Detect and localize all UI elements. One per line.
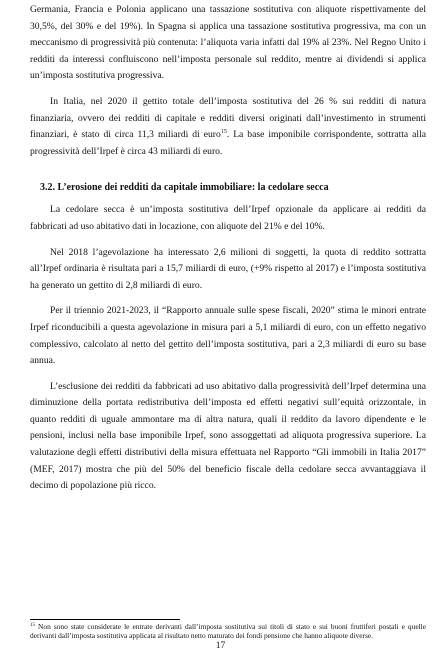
paragraph-italy-revenue (30, 94, 426, 160)
paragraph-italy-revenue-text: In Italia, nel 2020 il gettito totale dell’imposta sostitutiva del 26 % sui redditi di natura finanziaria, ovvero dei redditi di capitale e redditi diversi originati dall’investimento in strumenti finanziari, è stato di circa 11,3 miliardi di euro (30, 95, 426, 141)
document-page (30, 2, 426, 495)
paragraph-2018-stats: Nel 2018 l’agevolazione ha interessato 2,6 milioni di soggetti, la quota di reddito sottratta all’Irpef ordinaria è risultata pari a 15,7 miliardi di euro, (+9% rispetto al 2017) e l’imposta sostitutiva ha generato un gettito di 2,8 miliardi di euro. (30, 246, 426, 291)
paragraph-triennio-estimate: Per il triennio 2021-2023, il “Rapporto annuale sulle spese fiscali, 2020” stima le minori entrate Irpef riconducibili a questa agevolazione in misura pari a 5,1 miliardi di euro, con un effetto negativo complessivo, calcolato al netto del gettito dell’imposta sostitutiva, pari a 2,3 miliardi di euro su base annua. (30, 305, 426, 367)
paragraph-distributive-effects: L’esclusione dei redditi da fabbricati ad uso abitativo dalla progressività dell’Irpef determina una diminuzione della portata redistributiva dell’imposta ed effetti negativi sull’equità orizzontale, in quanto redditi di uguale ammontare ma di altra natura, quali il reddito da lavoro dipendente e le pensioni, inclusi nella base imponibile Irpef, sono assoggettati ad aliquota progressiva superiore. La valutazione degli effetti distributivi della misura effettuata nel Rapporto “Gli immobili in Italia 2017” (MEF, 2017) mostra che più del 50% del beneficio fiscale della cedolare secca avvantaggiava il decimo di popolazione più ricco. (30, 380, 426, 492)
paragraph-cedolare-definition: La cedolare secca è un’imposta sostitutiva dell’Irpef opzionale da applicare ai redditi da fabbricati ad uso abitativo dati in locazione, con aliquote del 21% e del 10%. (30, 204, 426, 232)
section-heading: 3.2. L’erosione dei redditi da capitale immobiliare: la cedolare secca (40, 182, 329, 194)
footnote-number: 15 (30, 623, 35, 628)
footnote-text: Non sono state considerate le entrate derivanti dall’imposta sostitutiva sui titoli di stato e sui buoni fruttiferi postali e quelle derivanti dall’imposta sostitutiva applicata al risultato netto maturato dei fondi pensione che hanno aliquote diverse. (30, 622, 426, 640)
paragraph-tax-comparison: Germania, Francia e Polonia applicano una tassazione sostitutiva con aliquote rispettivamente del 30,5%, del 30% e del 19%). In Spagna si applica una tassazione sostitutiva progressiva, ma con un meccanismo di progressività più contenuta: l’aliquota varia infatti dal 19% al 23%. Nel Regno Unito i redditi da interessi confluiscono nell’imposta personale sul reddito, mentre ai dividendi si applica un’imposta sostitutiva progressiva. (30, 4, 426, 82)
paragraph-italy-revenue-tail: . La base imponibile corrispondente, sottratta alla progressività dell’Irpef è circa 43 miliardi di euro. (30, 129, 426, 157)
page-number: 17 (215, 640, 226, 651)
footnote (30, 623, 426, 640)
footnote-divider (30, 619, 180, 620)
footnote-reference[interactable]: 15 (220, 129, 227, 136)
